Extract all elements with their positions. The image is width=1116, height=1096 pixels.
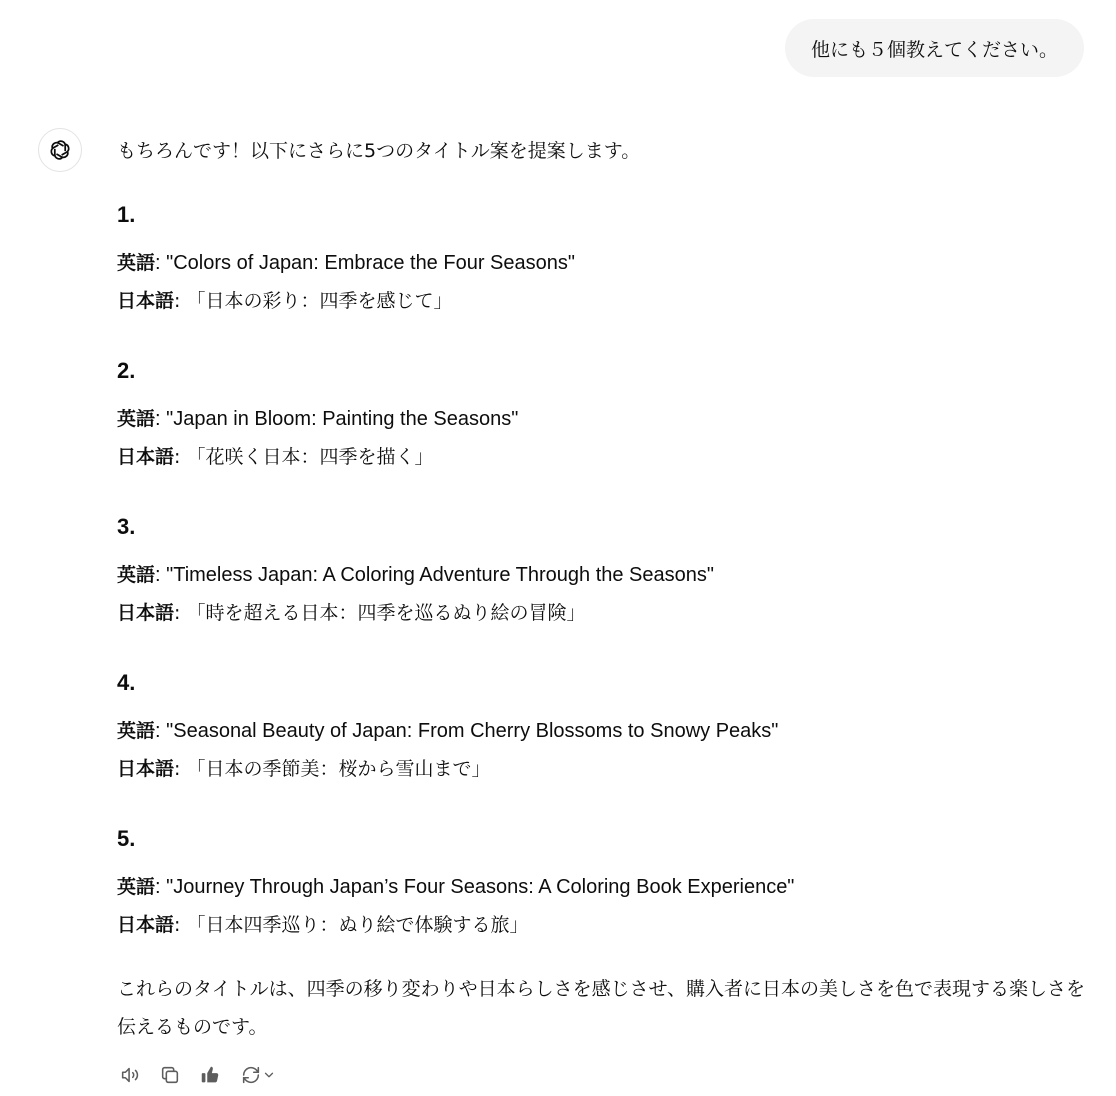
english-title: : "Journey Through Japan’s Four Seasons: A Coloring Book Experience" xyxy=(155,876,795,898)
item-number: 5. xyxy=(117,826,136,851)
item-number: 3. xyxy=(117,514,136,539)
assistant-avatar xyxy=(38,128,82,172)
user-message-bubble xyxy=(785,19,1084,77)
message-actions xyxy=(117,1062,279,1088)
item-english-line xyxy=(117,712,1087,750)
english-label: 英語 xyxy=(117,876,156,898)
item-english-line xyxy=(117,868,1087,906)
good-response-button[interactable] xyxy=(197,1062,223,1088)
japanese-title: : 「日本の季節美：桜から雪山まで」 xyxy=(174,758,491,780)
user-message-text: 他にも５個教えてください。 xyxy=(810,38,1058,61)
thumbs-up-icon xyxy=(199,1064,221,1086)
item-number: 1. xyxy=(117,202,136,227)
item-japanese-line xyxy=(117,282,1087,320)
english-title: : "Seasonal Beauty of Japan: From Cherry Blossoms to Snowy Peaks" xyxy=(155,720,779,742)
english-label: 英語 xyxy=(117,564,156,586)
regenerate-button[interactable] xyxy=(237,1062,279,1088)
english-label: 英語 xyxy=(117,720,156,742)
japanese-title: : 「日本四季巡り：ぬり絵で体験する旅」 xyxy=(174,914,529,936)
english-title: : "Timeless Japan: A Coloring Adventure Through the Seasons" xyxy=(155,564,714,586)
japanese-label: 日本語 xyxy=(117,758,175,780)
japanese-title: : 「花咲く日本：四季を描く」 xyxy=(174,446,434,468)
assistant-message xyxy=(117,130,1087,1046)
japanese-label: 日本語 xyxy=(117,914,175,936)
japanese-label: 日本語 xyxy=(117,446,175,468)
item-english-line xyxy=(117,400,1087,438)
item-japanese-line xyxy=(117,438,1087,476)
japanese-title: : 「時を超える日本：四季を巡るぬり絵の冒険」 xyxy=(174,602,586,624)
read-aloud-button[interactable] xyxy=(117,1062,143,1088)
japanese-label: 日本語 xyxy=(117,290,175,312)
english-title: : "Japan in Bloom: Painting the Seasons" xyxy=(155,408,519,430)
english-title: : "Colors of Japan: Embrace the Four Seasons" xyxy=(155,252,575,274)
item-number: 4. xyxy=(117,670,136,695)
copy-button[interactable] xyxy=(157,1062,183,1088)
regenerate-icon xyxy=(240,1064,262,1086)
chevron-down-icon xyxy=(262,1068,276,1082)
item-japanese-line xyxy=(117,750,1087,788)
assistant-intro: もちろんです！以下にさらに5つのタイトル案を提案します。 xyxy=(117,140,641,162)
copy-icon xyxy=(159,1064,181,1086)
assistant-closing: これらのタイトルは、四季の移り変わりや日本らしさを感じさせ、購入者に日本の美しさを色で表現する楽しさを伝えるものです。 xyxy=(117,978,1086,1038)
item-number: 2. xyxy=(117,358,136,383)
openai-logo-icon xyxy=(47,137,73,163)
japanese-title: : 「日本の彩り：四季を感じて」 xyxy=(174,290,453,312)
english-label: 英語 xyxy=(117,252,156,274)
item-japanese-line xyxy=(117,906,1087,944)
item-english-line xyxy=(117,556,1087,594)
english-label: 英語 xyxy=(117,408,156,430)
item-japanese-line xyxy=(117,594,1087,632)
item-english-line xyxy=(117,244,1087,282)
read-aloud-icon xyxy=(119,1064,141,1086)
japanese-label: 日本語 xyxy=(117,602,175,624)
